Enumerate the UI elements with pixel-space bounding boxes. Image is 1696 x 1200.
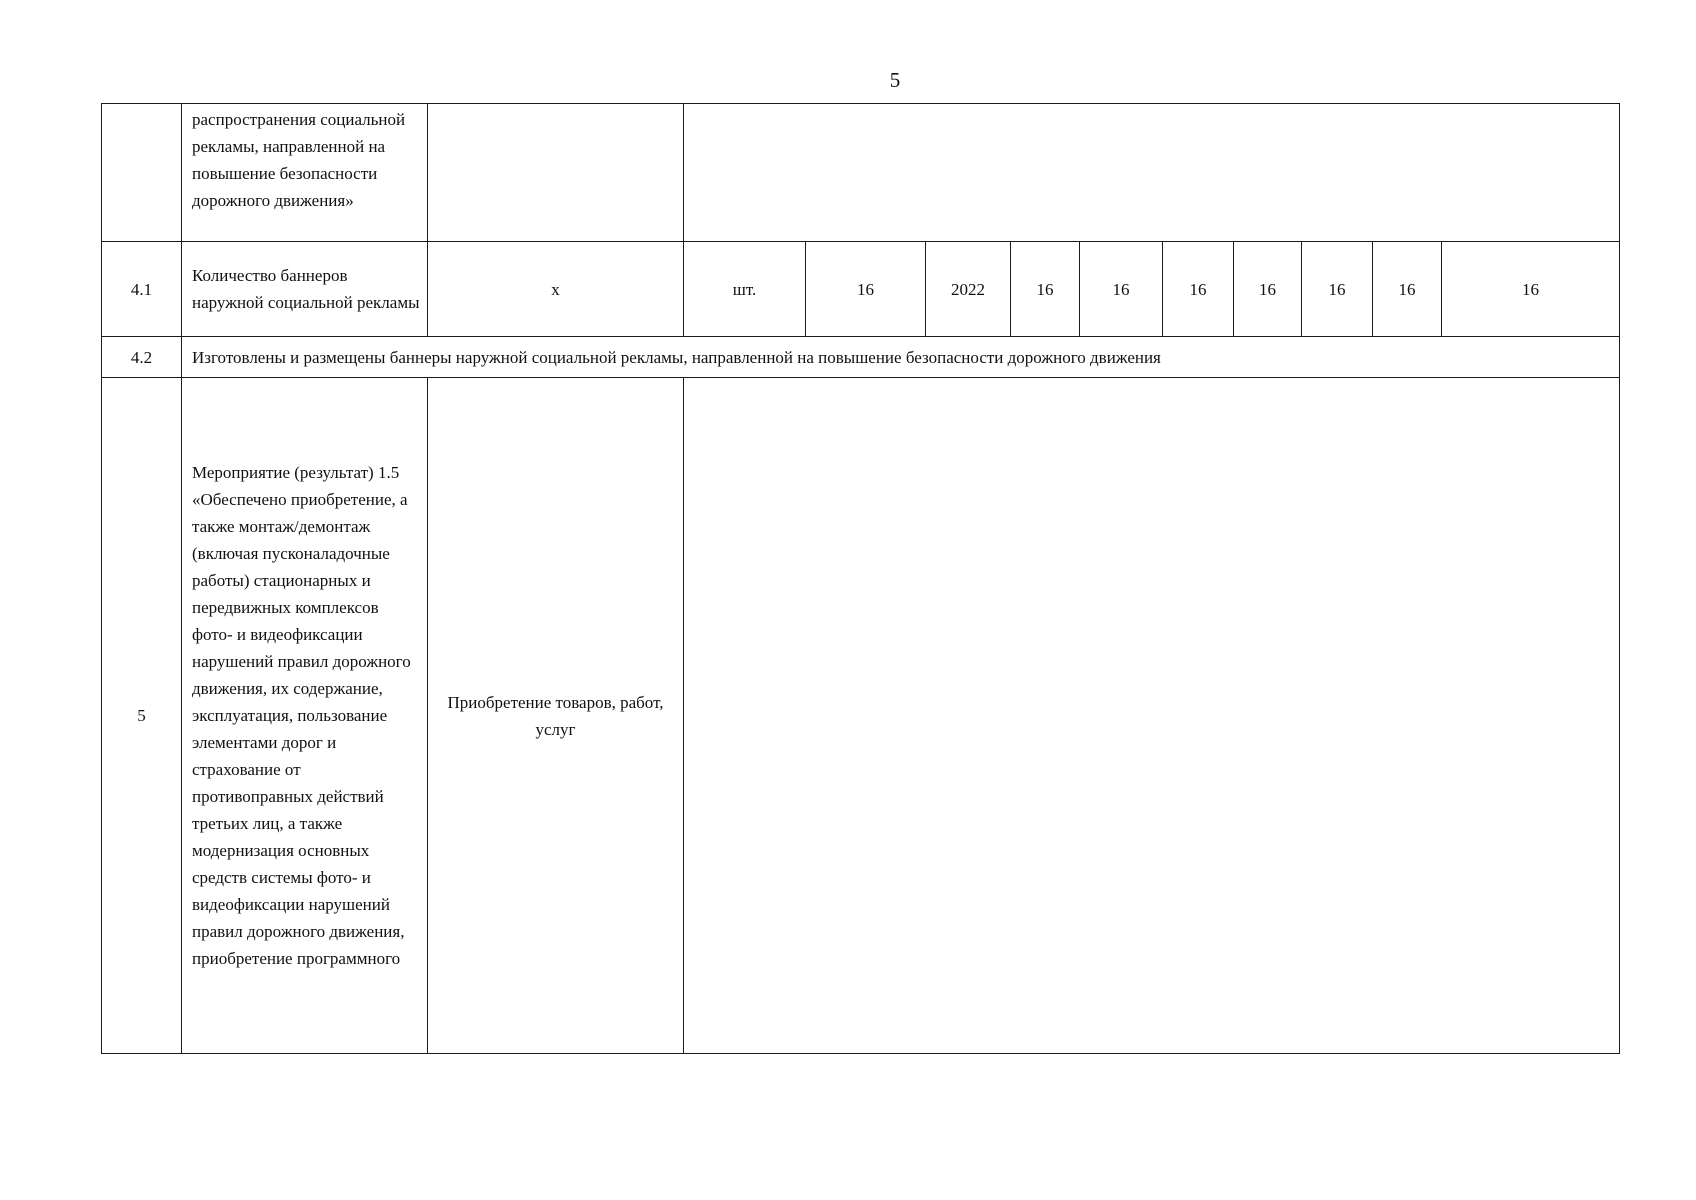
- indicator-type-cell: x: [428, 242, 684, 337]
- table-row: [102, 104, 1620, 242]
- row-number-cell: 5: [102, 378, 182, 1054]
- indicator-table: [101, 103, 1620, 1054]
- year-value-cell: 16: [1080, 242, 1163, 337]
- year-value-cell: 16: [1163, 242, 1234, 337]
- year-value-cell: 16: [1442, 242, 1620, 337]
- page-number: 5: [889, 68, 901, 92]
- indicator-name-cell: Количество баннеров наружной социальной рекламы: [182, 242, 428, 337]
- year-value-cell: 16: [1373, 242, 1442, 337]
- year-value-cell: 16: [1234, 242, 1302, 337]
- table-row: [102, 242, 1620, 337]
- row-number-cell: 4.2: [102, 337, 182, 378]
- year-value-cell: 16: [1302, 242, 1373, 337]
- item-type-cell: [428, 104, 684, 242]
- row-number-cell: [102, 104, 182, 242]
- item-name-cell: распространения социальной рекламы, направленной на повышение безопасности дорожного движения»: [182, 104, 428, 242]
- base-year-cell: 2022: [926, 242, 1011, 337]
- unit-cell: шт.: [684, 242, 806, 337]
- table-row: [102, 378, 1620, 1054]
- measure-type-cell: Приобретение товаров, работ, услуг: [428, 378, 684, 1054]
- year-value-cell: 16: [1011, 242, 1080, 337]
- merged-empty-cell: [684, 104, 1620, 242]
- row-number-cell: 4.1: [102, 242, 182, 337]
- base-value-cell: 16: [806, 242, 926, 337]
- merged-empty-cell: [684, 378, 1620, 1054]
- task-description-cell: Изготовлены и размещены баннеры наружной социальной рекламы, направленной на повышение безопасности дорожного движения: [182, 337, 1620, 378]
- table-row: [102, 337, 1620, 378]
- measure-name-cell: Мероприятие (результат) 1.5 «Обеспечено приобретение, а также монтаж/демонтаж (включая пусконаладочные работы) стационарных и передвижных комплексов фото- и видеофиксации нарушений правил дорожного движения, их содержание, эксплуатация, пользование элементами дорог и страхование от противоправных действий третьих лиц, а также модернизация основных средств системы фото- и видеофиксации нарушений правил дорожного движения, приобретение программного: [182, 378, 428, 1054]
